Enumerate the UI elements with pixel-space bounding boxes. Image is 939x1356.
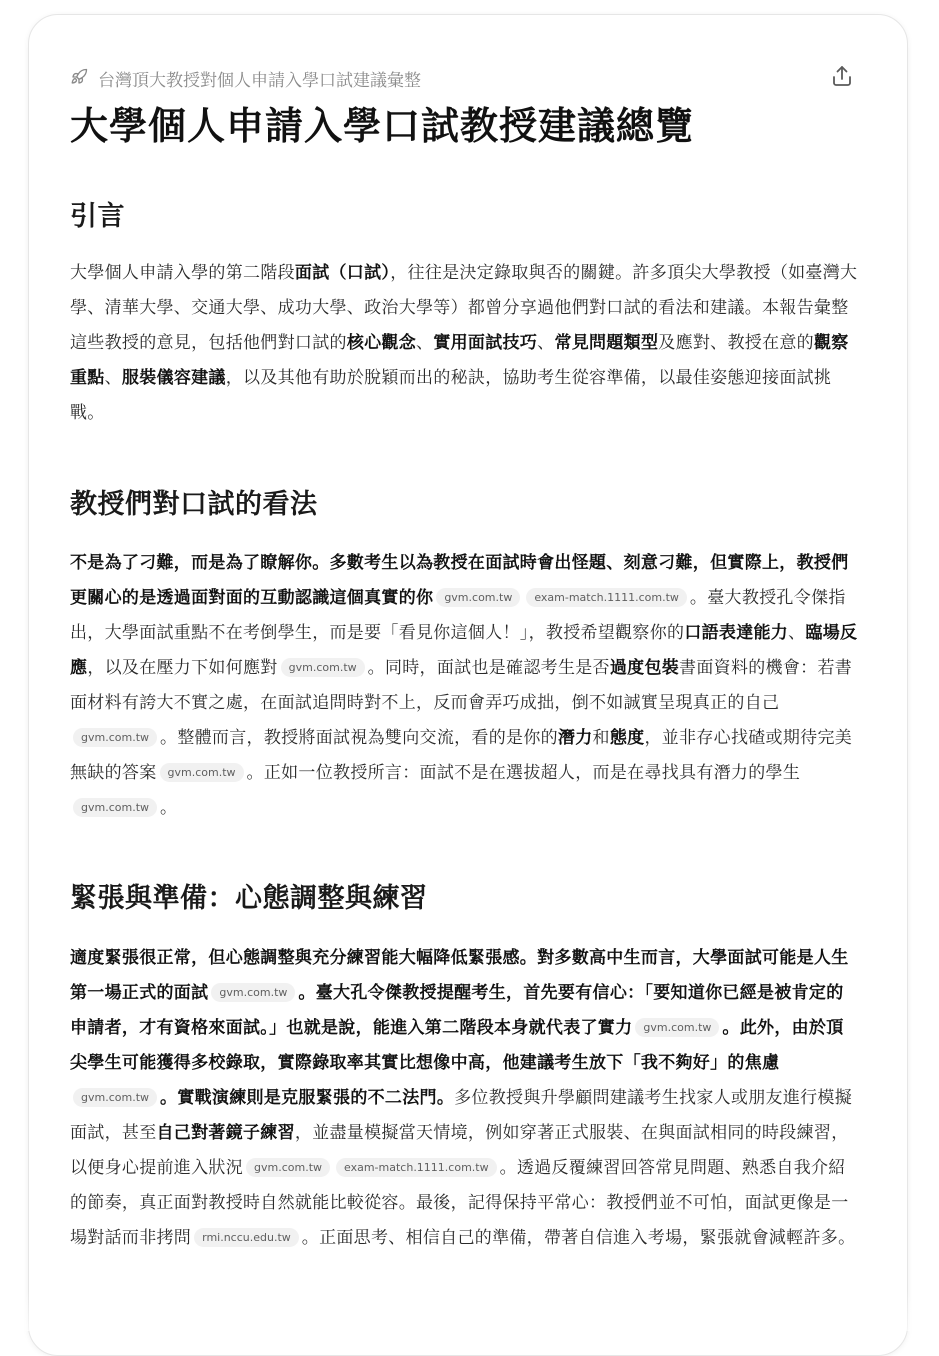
text-run: 。臺大教授孔令傑指出，大學面試重點不在考倒學生，而是要「看見你這個人！」，教授希望觀察你的 <box>70 588 846 643</box>
bold-run: 。實戰演練則是克服緊張的不二法門。 <box>160 1088 455 1108</box>
source-chip[interactable]: rmi.nccu.edu.tw <box>194 1228 299 1247</box>
section-heading-views: 教授們對口試的看法 <box>70 489 318 520</box>
top-bar <box>70 64 856 92</box>
source-chip[interactable]: gvm.com.tw <box>73 798 157 817</box>
text-run: 。正如一位教授所言：面試不是在選拔超人，而是在尋找具有潛力的學生 <box>246 763 801 783</box>
bold-run: 觀察重點 <box>70 333 849 388</box>
bold-run: 常見問題類型 <box>554 333 659 353</box>
bold-run: 口語表達能力 <box>684 623 789 643</box>
bold-run: 自己對著鏡子練習 <box>156 1123 295 1143</box>
source-chip[interactable]: exam-match.1111.com.tw <box>526 588 687 607</box>
share-icon <box>830 64 854 88</box>
bold-run: 核心觀念 <box>346 333 417 353</box>
views-paragraph <box>70 546 860 826</box>
section-heading-intro: 引言 <box>70 201 125 232</box>
text-run: 。同時，面試也是確認考生是否 <box>367 658 610 678</box>
text-run: 。透過反覆練習回答常見問題、熟悉自我介紹的節奏，真正面對教授時自然就能比較從容。最後，記得保持平常心：教授們並不可怕，面試更像是一場對話而非拷問 <box>70 1158 849 1248</box>
source-chip[interactable]: gvm.com.tw <box>635 1018 719 1037</box>
text-run: ，以及在壓力下如何應對 <box>87 658 278 678</box>
text-run: ，並盡量模擬當天情境，例如穿著正式服裝、在與面試相同的時段練習，以便身心提前進入狀況 <box>70 1123 849 1178</box>
page-title: 大學個人申請入學口試教授建議總覽 <box>70 104 695 148</box>
bold-run: 態度 <box>609 728 645 748</box>
bold-run: 適度緊張很正常，但心態調整與充分練習能大幅降低緊張感。對多數高中生而言，大學面試可能是人生第一場正式的面試 <box>70 948 849 1003</box>
text-run: 、 <box>416 333 434 353</box>
text-run: 及應對、教授在意的 <box>658 333 814 353</box>
source-chip[interactable]: exam-match.1111.com.tw <box>336 1158 497 1177</box>
bold-run: 。此外，由於頂尖學生可能獲得多校錄取，實際錄取率其實比想像中高，他建議考生放下「我不夠好」的焦慮 <box>70 1018 844 1073</box>
source-chip[interactable]: gvm.com.tw <box>73 728 157 747</box>
text-run: 、 <box>537 333 555 353</box>
share-button[interactable] <box>830 64 854 88</box>
text-run: 。 <box>160 798 178 818</box>
source-chip[interactable]: gvm.com.tw <box>436 588 520 607</box>
rocket-icon <box>70 68 88 90</box>
text-run: 多位教授與升學顧問建議考生找家人或朋友進行模擬面試，甚至 <box>70 1088 853 1143</box>
text-run: 、 <box>788 623 806 643</box>
intro-paragraph <box>70 256 860 431</box>
text-run: 書面資料的機會：若書面材料有誇大不實之處，在面試追問時對不上，反而會弄巧成拙，倒不如誠實呈現真正的自己 <box>70 658 853 713</box>
source-chip[interactable]: gvm.com.tw <box>160 763 244 782</box>
source-chip[interactable]: gvm.com.tw <box>246 1158 330 1177</box>
text-run: 。正面思考、相信自己的準備，帶著自信進入考場，緊張就會減輕許多。 <box>301 1228 856 1248</box>
source-chip[interactable]: gvm.com.tw <box>281 658 365 677</box>
bold-run: 過度包裝 <box>609 658 680 678</box>
breadcrumb[interactable] <box>70 66 421 91</box>
text-run: 大學個人申請入學的第二階段 <box>70 263 295 283</box>
bold-run: 不是為了刁難，而是為了瞭解你。多數考生以為教授在面試時會出怪題、刻意刁難，但實際上，教授們更關心的是透過面對面的互動認識這個真實的你 <box>70 553 849 608</box>
bold-run: 臨場反應 <box>70 623 858 678</box>
source-chip[interactable]: gvm.com.tw <box>73 1088 157 1107</box>
text-run: 、 <box>104 368 122 388</box>
text-run: 和 <box>592 728 610 748</box>
text-run: ，往往是決定錄取與否的關鍵。許多頂尖大學教授（如臺灣大學、清華大學、交通大學、成功大學、政治大學等）都曾分享過他們對口試的看法和建議。本報告彙整這些教授的意見，包括他們對口試的 <box>70 263 858 353</box>
bold-run: 服裝儀容建議 <box>121 368 226 388</box>
text-run: ，以及其他有助於脫穎而出的秘訣，協助考生從容準備，以最佳姿態迎接面試挑戰。 <box>70 368 832 423</box>
breadcrumb-text: 台灣頂大教授對個人申請入學口試建議彙整 <box>98 71 421 91</box>
bold-run: 潛力 <box>557 728 593 748</box>
bold-run: 實用面試技巧 <box>433 333 538 353</box>
bold-run: 。臺大孔令傑教授提醒考生，首先要有信心：「要知道你已經是被肯定的申請者，才有資格來面試。」也就是說，能進入第二階段本身就代表了實力 <box>70 983 844 1038</box>
text-run: ，並非存心找碴或期待完美無缺的答案 <box>70 728 853 783</box>
section-heading-nerves: 緊張與準備：心態調整與練習 <box>70 883 428 914</box>
bold-run: 面試（口試） <box>294 263 391 283</box>
nerves-paragraph <box>70 941 860 1256</box>
source-chip[interactable]: gvm.com.tw <box>211 983 295 1002</box>
text-run: 。整體而言，教授將面試視為雙向交流，看的是你的 <box>160 728 558 748</box>
